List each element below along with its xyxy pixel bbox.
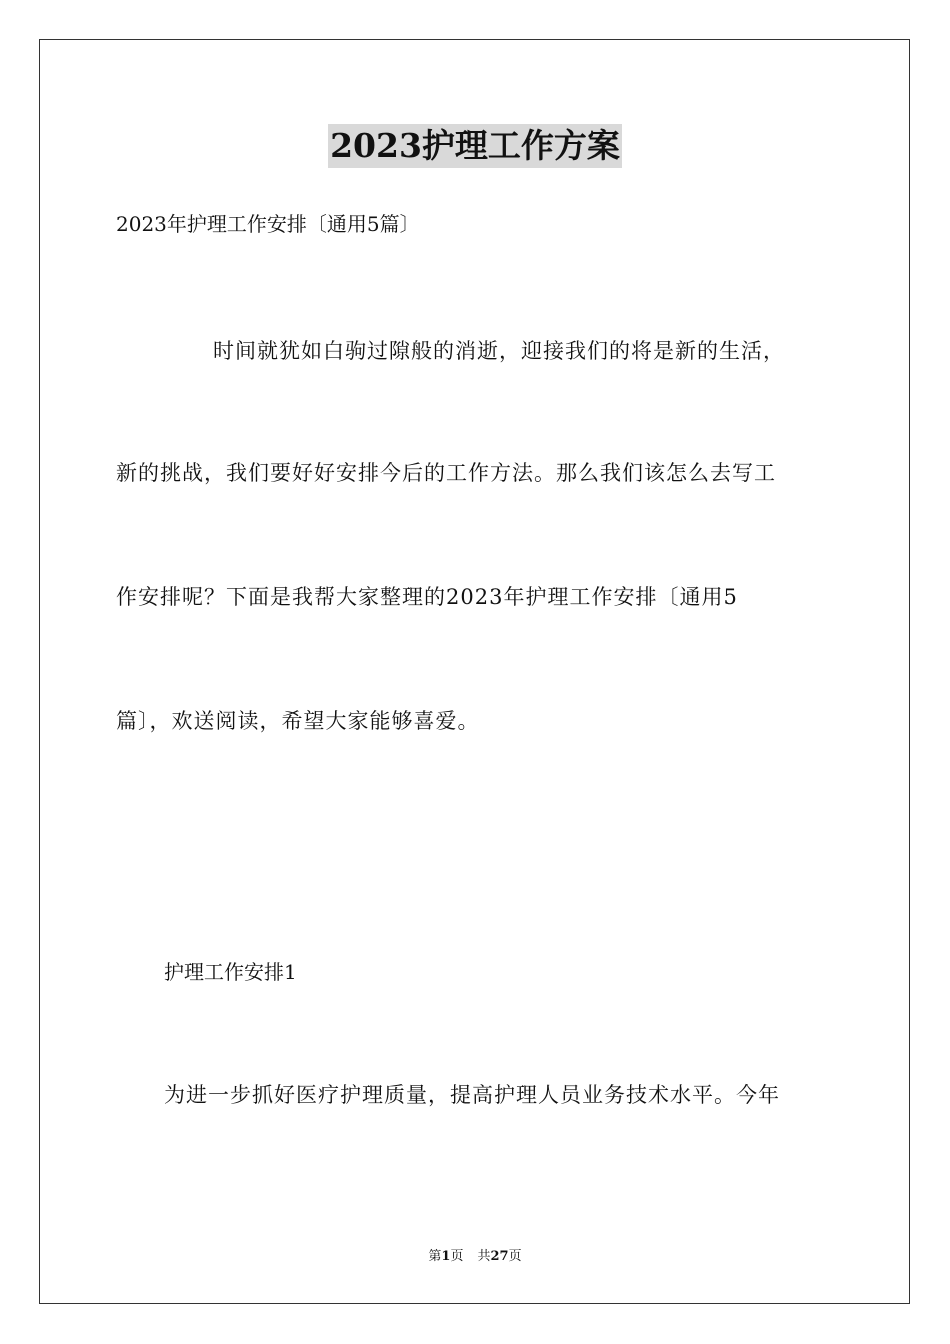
footer-page-prefix: 第 xyxy=(428,1249,442,1264)
body-line-1: 为进一步抓好医疗护理质量，提高护理人员业务技术水平。今年 xyxy=(164,1083,780,1107)
intro-line-3: 作安排呢？下面是我帮大家整理的2023年护理工作安排〔通用5 xyxy=(116,585,738,609)
footer-total-suffix: 页 xyxy=(508,1249,522,1264)
page-footer xyxy=(0,1248,950,1266)
footer-total-prefix: 共 xyxy=(477,1249,491,1264)
footer-page-suffix: 页 xyxy=(450,1249,464,1264)
document-subtitle: 2023年护理工作安排〔通用5篇〕 xyxy=(116,212,420,236)
footer-page-number: 1 xyxy=(441,1249,451,1264)
footer-total-pages: 27 xyxy=(490,1249,509,1264)
intro-line-1: 时间就犹如白驹过隙般的消逝，迎接我们的将是新的生活， xyxy=(213,339,785,363)
intro-line-4: 篇〕，欢送阅读，希望大家能够喜爱。 xyxy=(116,709,480,733)
title-container xyxy=(0,124,950,168)
section-heading: 护理工作安排1 xyxy=(164,960,297,984)
intro-line-2: 新的挑战，我们要好好安排今后的工作方法。那么我们该怎么去写工 xyxy=(116,461,776,485)
document-title: 2023护理工作方案 xyxy=(328,124,622,168)
